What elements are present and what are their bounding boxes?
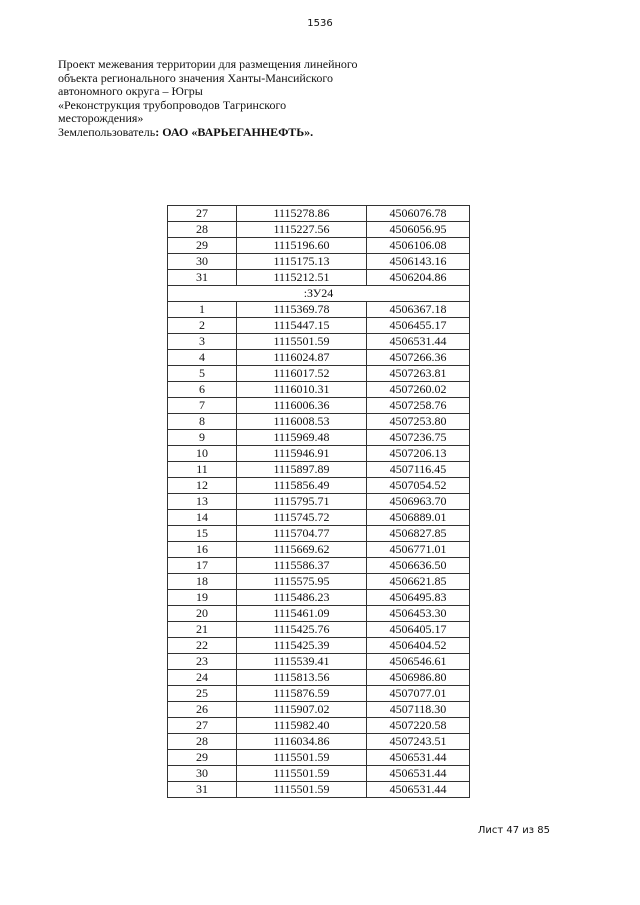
table-row: [168, 526, 470, 542]
table-row: [168, 574, 470, 590]
table-row: [168, 734, 470, 750]
point-number-cell: 25: [168, 686, 237, 702]
x-coordinate-cell: 1115539.41: [237, 654, 367, 670]
header-line: автономного округа – Югры: [58, 84, 203, 99]
x-coordinate-cell: 1115946.91: [237, 446, 367, 462]
point-number-cell: 27: [168, 206, 237, 222]
y-coordinate-cell: 4506531.44: [367, 750, 470, 766]
x-coordinate-cell: 1115196.60: [237, 238, 367, 254]
y-coordinate-cell: 4507220.58: [367, 718, 470, 734]
x-coordinate-cell: 1115501.59: [237, 334, 367, 350]
y-coordinate-cell: 4506106.08: [367, 238, 470, 254]
y-coordinate-cell: 4507054.52: [367, 478, 470, 494]
point-number-cell: 12: [168, 478, 237, 494]
y-coordinate-cell: 4506076.78: [367, 206, 470, 222]
point-number-cell: 15: [168, 526, 237, 542]
y-coordinate-cell: 4506771.01: [367, 542, 470, 558]
table-row: [168, 558, 470, 574]
y-coordinate-cell: 4506546.61: [367, 654, 470, 670]
header-line: «Реконструкция трубопроводов Тагринского: [58, 97, 287, 112]
header-line: Проект межевания территории для размещения линейного: [58, 57, 358, 71]
x-coordinate-cell: 1116034.86: [237, 734, 367, 750]
x-coordinate-cell: 1115856.49: [237, 478, 367, 494]
point-number-cell: 17: [168, 558, 237, 574]
point-number-cell: 29: [168, 238, 237, 254]
point-number-cell: 22: [168, 638, 237, 654]
x-coordinate-cell: 1115969.48: [237, 430, 367, 446]
document-header: [58, 58, 378, 140]
y-coordinate-cell: 4506056.95: [367, 222, 470, 238]
y-coordinate-cell: 4506143.16: [367, 254, 470, 270]
x-coordinate-cell: 1115175.13: [237, 254, 367, 270]
table-row: [168, 750, 470, 766]
point-number-cell: 3: [168, 334, 237, 350]
table-row: [168, 782, 470, 798]
point-number-cell: 30: [168, 766, 237, 782]
point-number-cell: 20: [168, 606, 237, 622]
table-row: [168, 718, 470, 734]
point-number-cell: 28: [168, 222, 237, 238]
land-user-line: [58, 126, 378, 140]
table-row: [168, 670, 470, 686]
point-number-cell: 2: [168, 318, 237, 334]
table-row: [168, 510, 470, 526]
y-coordinate-cell: 4507116.45: [367, 462, 470, 478]
point-number-cell: 6: [168, 382, 237, 398]
table-row: [168, 238, 470, 254]
coordinates-table-body: [168, 206, 470, 798]
x-coordinate-cell: 1115501.59: [237, 750, 367, 766]
x-coordinate-cell: 1115425.39: [237, 638, 367, 654]
point-number-cell: 9: [168, 430, 237, 446]
y-coordinate-cell: 4507243.51: [367, 734, 470, 750]
y-coordinate-cell: 4506621.85: [367, 574, 470, 590]
y-coordinate-cell: 4506827.85: [367, 526, 470, 542]
point-number-cell: 29: [168, 750, 237, 766]
table-row: [168, 766, 470, 782]
point-number-cell: 8: [168, 414, 237, 430]
x-coordinate-cell: 1115669.62: [237, 542, 367, 558]
section-row: [168, 286, 470, 302]
y-coordinate-cell: 4506455.17: [367, 318, 470, 334]
table-row: [168, 270, 470, 286]
table-row: [168, 478, 470, 494]
x-coordinate-cell: 1115745.72: [237, 510, 367, 526]
y-coordinate-cell: 4506453.30: [367, 606, 470, 622]
point-number-cell: 13: [168, 494, 237, 510]
y-coordinate-cell: 4506531.44: [367, 782, 470, 798]
x-coordinate-cell: 1115461.09: [237, 606, 367, 622]
table-row: [168, 334, 470, 350]
sheet-counter: Лист 47 из 85: [477, 825, 550, 836]
table-row: [168, 638, 470, 654]
y-coordinate-cell: 4507118.30: [367, 702, 470, 718]
point-number-cell: 1: [168, 302, 237, 318]
table-row: [168, 414, 470, 430]
land-user-label: Землепользователь: [58, 124, 156, 139]
table-row: [168, 654, 470, 670]
section-label: :ЗУ24: [168, 286, 470, 302]
x-coordinate-cell: 1115501.59: [237, 766, 367, 782]
point-number-cell: 11: [168, 462, 237, 478]
point-number-cell: 31: [168, 270, 237, 286]
y-coordinate-cell: 4506531.44: [367, 334, 470, 350]
table-row: [168, 302, 470, 318]
x-coordinate-cell: 1115486.23: [237, 590, 367, 606]
table-row: [168, 318, 470, 334]
x-coordinate-cell: 1115813.56: [237, 670, 367, 686]
x-coordinate-cell: 1115425.76: [237, 622, 367, 638]
y-coordinate-cell: 4506495.83: [367, 590, 470, 606]
y-coordinate-cell: 4507236.75: [367, 430, 470, 446]
table-row: [168, 606, 470, 622]
table-row: [168, 686, 470, 702]
header-line: месторождения»: [58, 111, 144, 126]
point-number-cell: 5: [168, 366, 237, 382]
y-coordinate-cell: 4507266.36: [367, 350, 470, 366]
x-coordinate-cell: 1115907.02: [237, 702, 367, 718]
x-coordinate-cell: 1115795.71: [237, 494, 367, 510]
y-coordinate-cell: 4506204.86: [367, 270, 470, 286]
y-coordinate-cell: 4507253.80: [367, 414, 470, 430]
table-row: [168, 446, 470, 462]
y-coordinate-cell: 4506963.70: [367, 494, 470, 510]
x-coordinate-cell: 1116008.53: [237, 414, 367, 430]
table-row: [168, 350, 470, 366]
point-number-cell: 23: [168, 654, 237, 670]
table-row: [168, 702, 470, 718]
point-number-cell: 27: [168, 718, 237, 734]
x-coordinate-cell: 1115897.89: [237, 462, 367, 478]
point-number-cell: 28: [168, 734, 237, 750]
point-number-cell: 7: [168, 398, 237, 414]
x-coordinate-cell: 1115982.40: [237, 718, 367, 734]
table-row: [168, 590, 470, 606]
x-coordinate-cell: 1115447.15: [237, 318, 367, 334]
y-coordinate-cell: 4507263.81: [367, 366, 470, 382]
x-coordinate-cell: 1115586.37: [237, 558, 367, 574]
y-coordinate-cell: 4507077.01: [367, 686, 470, 702]
y-coordinate-cell: 4507260.02: [367, 382, 470, 398]
x-coordinate-cell: 1115575.95: [237, 574, 367, 590]
x-coordinate-cell: 1115876.59: [237, 686, 367, 702]
x-coordinate-cell: 1115212.51: [237, 270, 367, 286]
x-coordinate-cell: 1115278.86: [237, 206, 367, 222]
table-row: [168, 430, 470, 446]
x-coordinate-cell: 1116017.52: [237, 366, 367, 382]
point-number-cell: 21: [168, 622, 237, 638]
point-number-cell: 16: [168, 542, 237, 558]
point-number-cell: 31: [168, 782, 237, 798]
table-row: [168, 622, 470, 638]
x-coordinate-cell: 1116010.31: [237, 382, 367, 398]
x-coordinate-cell: 1116024.87: [237, 350, 367, 366]
page-number: 1536: [307, 18, 333, 29]
x-coordinate-cell: 1115501.59: [237, 782, 367, 798]
y-coordinate-cell: 4506636.50: [367, 558, 470, 574]
table-row: [168, 494, 470, 510]
table-row: [168, 222, 470, 238]
coordinates-table: [167, 205, 470, 798]
land-user-value: : ОАО «ВАРЬЕГАННЕФТЬ».: [155, 124, 314, 139]
y-coordinate-cell: 4506986.80: [367, 670, 470, 686]
table-row: [168, 398, 470, 414]
y-coordinate-cell: 4506405.17: [367, 622, 470, 638]
table-row: [168, 206, 470, 222]
table-row: [168, 462, 470, 478]
x-coordinate-cell: 1116006.36: [237, 398, 367, 414]
y-coordinate-cell: 4506531.44: [367, 766, 470, 782]
x-coordinate-cell: 1115227.56: [237, 222, 367, 238]
table-row: [168, 382, 470, 398]
header-line: объекта регионального значения Ханты-Мансийского: [58, 70, 333, 85]
table-row: [168, 366, 470, 382]
y-coordinate-cell: 4507206.13: [367, 446, 470, 462]
table-row: [168, 254, 470, 270]
point-number-cell: 10: [168, 446, 237, 462]
point-number-cell: 19: [168, 590, 237, 606]
y-coordinate-cell: 4507258.76: [367, 398, 470, 414]
point-number-cell: 14: [168, 510, 237, 526]
y-coordinate-cell: 4506889.01: [367, 510, 470, 526]
table-row: [168, 542, 470, 558]
x-coordinate-cell: 1115704.77: [237, 526, 367, 542]
point-number-cell: 26: [168, 702, 237, 718]
y-coordinate-cell: 4506367.18: [367, 302, 470, 318]
x-coordinate-cell: 1115369.78: [237, 302, 367, 318]
point-number-cell: 24: [168, 670, 237, 686]
point-number-cell: 30: [168, 254, 237, 270]
point-number-cell: 18: [168, 574, 237, 590]
point-number-cell: 4: [168, 350, 237, 366]
y-coordinate-cell: 4506404.52: [367, 638, 470, 654]
